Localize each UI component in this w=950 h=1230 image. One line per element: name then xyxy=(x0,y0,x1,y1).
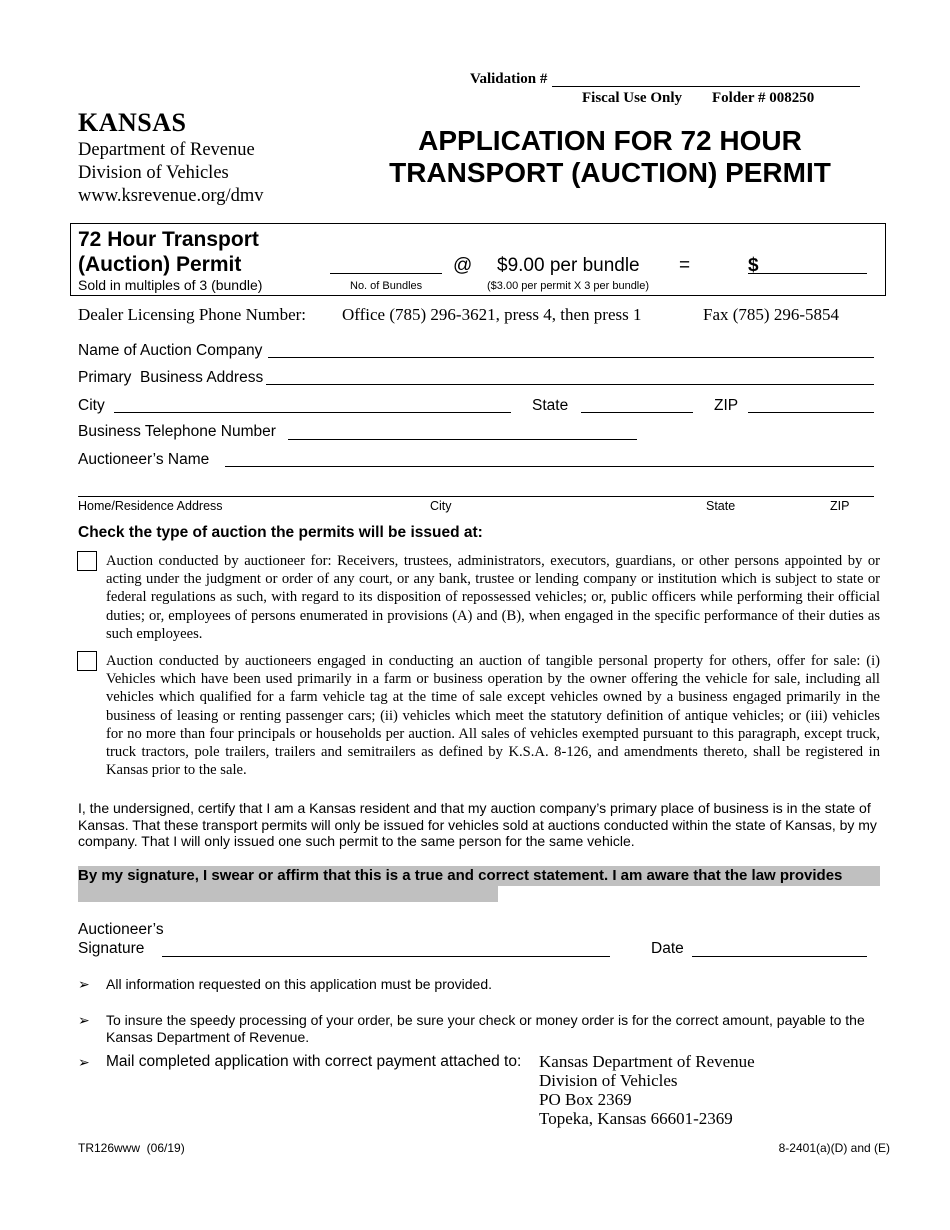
zip-input[interactable] xyxy=(748,412,874,413)
bundles-input[interactable] xyxy=(330,273,442,274)
auction-type-checkbox-1[interactable] xyxy=(77,551,97,571)
at-symbol: @ xyxy=(453,255,473,276)
home-zip-label: ZIP xyxy=(830,499,850,513)
permit-name-line1: 72 Hour Transport xyxy=(78,228,259,251)
mailing-line-2: Division of Vehicles xyxy=(539,1071,678,1090)
date-input[interactable] xyxy=(692,956,867,957)
form-title xyxy=(360,125,860,189)
city-input[interactable] xyxy=(114,412,511,413)
dollar-sign: $ xyxy=(748,255,759,276)
auction-type-heading: Check the type of auction the permits will be issued at: xyxy=(78,524,483,541)
mailing-line-4: Topeka, Kansas 66601-2369 xyxy=(539,1109,733,1128)
mailing-address xyxy=(539,1052,755,1128)
folder-number: Folder # 008250 xyxy=(712,90,815,106)
note-3: Mail completed application with correct payment attached to: xyxy=(106,1053,522,1070)
validation-label: Validation # xyxy=(470,71,548,87)
auctioneer-name-label: Auctioneer’s Name xyxy=(78,451,210,468)
state-label: State xyxy=(532,397,569,414)
home-city-label: City xyxy=(430,499,452,513)
auction-company-label: Name of Auction Company xyxy=(78,342,263,359)
home-address-label: Home/Residence Address xyxy=(78,499,223,513)
note-2: To insure the speedy processing of your order, be sure your check or money order is for the correct amount, payable to the Kansas Department of Revenue. xyxy=(106,1012,865,1045)
form-id: TR126www (06/19) xyxy=(78,1141,185,1155)
auction-type-option-2: Auction conducted by auctioneers engaged in conducting an auction of tangible personal property for others, offer for sale: (i) Vehicles which have been used primarily in a farm or business operation by the owner offering the vehicle for sale, including all vehicles which qualified for a farm vehicle tag at the time of sale except vehicles owned by a business engaged primarily in the business of leasing or renting passenger cars; (ii) vehicles which meet the statutory definition of antique vehicles; or (iii) vehicles for no more than four principals or households per auction. All sales of vehicles exempted pursuant to this paragraph, except truck, truck tractors, pole trailers, trailers and semitrailers as defined by K.S.A. 8-126, and amendments thereto, shall be registered in Kansas prior to the sale. xyxy=(106,653,880,779)
certification-statement: I, the undersigned, certify that I am a Kansas resident and that my auction company’s primary place of business is in the state of Kansas. That these transport permits will only be issued for vehicles sold at auctions conducted within the state of Kansas, by my company. That I will only issued one such permit to the same person for the same vehicle. xyxy=(78,800,877,849)
agency-department: Department of Revenue xyxy=(78,140,255,160)
phone-label: Dealer Licensing Phone Number: xyxy=(78,305,307,324)
mailing-line-3: PO Box 2369 xyxy=(539,1090,632,1109)
auction-company-input[interactable] xyxy=(268,357,874,358)
business-address-label: Primary Business Address xyxy=(78,369,264,386)
business-address-input[interactable] xyxy=(266,384,874,385)
signature-input[interactable] xyxy=(162,956,610,957)
agency-website: www.ksrevenue.org/dmv xyxy=(78,186,264,206)
auction-type-option-1: Auction conducted by auctioneer for: Receivers, trustees, administrators, executors, guardians, or other persons appointed by or acting under the judgment or order of any court, or any bank, trustee or lending company or institution which is subject to state or federal regulations as such, with regard to its disposition of repossessed vehicles; or, public officers while performing their official duties; or, employees of persons enumerated in provisions (A) and (B), when engaged in the specific performance of their duties as such employees. xyxy=(106,553,880,642)
agency-division: Division of Vehicles xyxy=(78,163,229,183)
note-1: All information requested on this application must be provided. xyxy=(106,976,492,992)
permit-name-line2: (Auction) Permit xyxy=(78,253,242,276)
equals-symbol: = xyxy=(679,255,691,276)
date-label: Date xyxy=(651,940,684,957)
form-title-line1: APPLICATION FOR 72 HOUR xyxy=(418,125,802,156)
signature-label-line1: Auctioneer’s xyxy=(78,921,164,938)
auction-type-checkbox-2[interactable] xyxy=(77,651,97,671)
price-note: ($3.00 per permit X 3 per bundle) xyxy=(487,280,650,292)
fiscal-use-label: Fiscal Use Only xyxy=(582,90,682,106)
statute-reference: 8-2401(a)(D) and (E) xyxy=(778,1141,890,1155)
zip-label: ZIP xyxy=(714,397,739,414)
phone-office: Office (785) 296-3621, press 4, then press 1 xyxy=(342,305,642,324)
validation-input[interactable] xyxy=(552,86,860,87)
home-state-label: State xyxy=(706,499,736,513)
bullet-arrow-icon: ➢ xyxy=(78,976,90,992)
bullet-arrow-icon: ➢ xyxy=(78,1012,90,1028)
business-phone-input[interactable] xyxy=(288,439,637,440)
permit-multiples-note: Sold in multiples of 3 (bundle) xyxy=(78,277,263,293)
agency-state: KANSAS xyxy=(78,108,187,137)
business-phone-label: Business Telephone Number xyxy=(78,423,276,440)
bullet-arrow-icon: ➢ xyxy=(78,1054,90,1070)
form-title-line2: TRANSPORT (AUCTION) PERMIT xyxy=(389,157,831,188)
signature-label-line2: Signature xyxy=(78,940,145,957)
state-input[interactable] xyxy=(581,412,693,413)
phone-fax: Fax (785) 296-5854 xyxy=(703,305,839,324)
city-label: City xyxy=(78,397,105,414)
total-amount-input[interactable] xyxy=(748,273,867,274)
home-address-input[interactable] xyxy=(78,496,874,497)
price-per-bundle: $9.00 per bundle xyxy=(497,255,640,276)
oath-statement: By my signature, I swear or affirm that this is a true and correct statement. I am aware that the law provides xyxy=(78,867,843,884)
oath-highlight-tail xyxy=(78,886,498,902)
auctioneer-name-input[interactable] xyxy=(225,466,874,467)
bundles-label: No. of Bundles xyxy=(350,280,423,292)
mailing-line-1: Kansas Department of Revenue xyxy=(539,1052,755,1071)
